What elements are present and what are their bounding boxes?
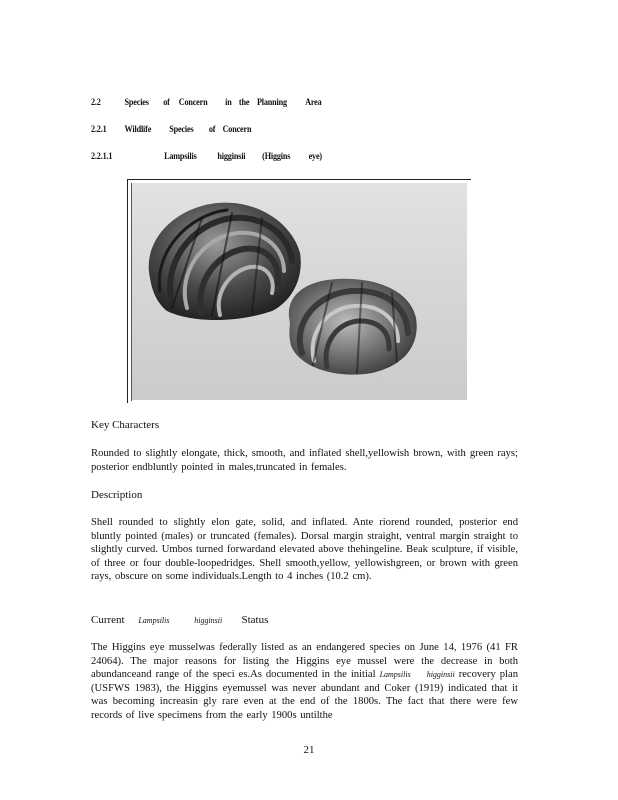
status-prefix: Current — [91, 614, 125, 626]
status-species: higginsii — [194, 616, 223, 625]
description-text: Shell rounded to slightly elon gate, solid, and inflated. Ante riorend rounded, posterior end bluntly pointed (males) or truncated (females). Dorsal margin straight, ventral margin straight to slightly curved. Umbos turned forwardand elevated above thehingeline. Beak sculpture, if visible, of three or four double-loopedridges. Shell smooth,yellow, yellowishgreen, or brown with green rays, obscure on some individuals.Length to 4 inches (10.2 cm). — [91, 517, 518, 583]
heading-word: Lampsilis — [164, 152, 197, 162]
status-text-species: higginsii — [426, 670, 455, 680]
status-text-genus: Lampsilis — [379, 670, 411, 680]
status-text-part: The Higgins eye musselwas federally listed as an endangered species on June 14, 1976 (41 FR 24064). The major reasons for listing the Higgins eye mussel were the decrease in both abundanceand range of the speci es.As documented in the initial — [91, 642, 518, 681]
heading-word: Area — [305, 98, 322, 108]
status-suffix: Status — [241, 614, 269, 626]
heading-word: Wildlife — [124, 125, 152, 135]
heading-word: Species — [124, 98, 149, 108]
status-text — [91, 641, 518, 723]
heading-word: (Higgins — [262, 152, 291, 162]
heading-number: 2.2.1.1 — [91, 152, 113, 162]
heading-number: 2.2 — [91, 98, 101, 108]
heading-word: Concern — [178, 98, 208, 108]
heading-word: higginsii — [217, 152, 246, 162]
heading-word: of — [163, 98, 170, 108]
mussel-shells-photo — [132, 183, 467, 400]
page-number: 21 — [303, 744, 315, 756]
heading-word: of — [208, 125, 216, 135]
status-genus: Lampsilis — [138, 616, 170, 625]
heading-number: 2.2.1 — [91, 125, 107, 135]
heading-word: Planning — [256, 98, 287, 108]
status-text-part: recovery plan (USFWS 1983), the Higgins eyemussel was never abundant and Coker (1919) indicated that it was becoming increasin gly rare even at the end of the 1800s. The fact that there were few records of live specimens from the early 1900s untilthe — [91, 669, 518, 721]
heading-word: eye) — [308, 152, 322, 162]
key-characters-label: Key Characters — [91, 419, 160, 431]
heading-word: Species — [169, 125, 194, 135]
key-characters-text: Rounded to slightly elongate, thick, smooth, and inflated shell,yellowish brown, with green rays; posterior endbluntly pointed in males,truncated in females. — [91, 448, 518, 473]
heading-word: in — [225, 98, 232, 108]
status-heading — [91, 614, 268, 626]
heading-word: Concern — [222, 125, 252, 135]
heading-word: the — [238, 98, 250, 108]
description-label: Description — [91, 489, 143, 501]
